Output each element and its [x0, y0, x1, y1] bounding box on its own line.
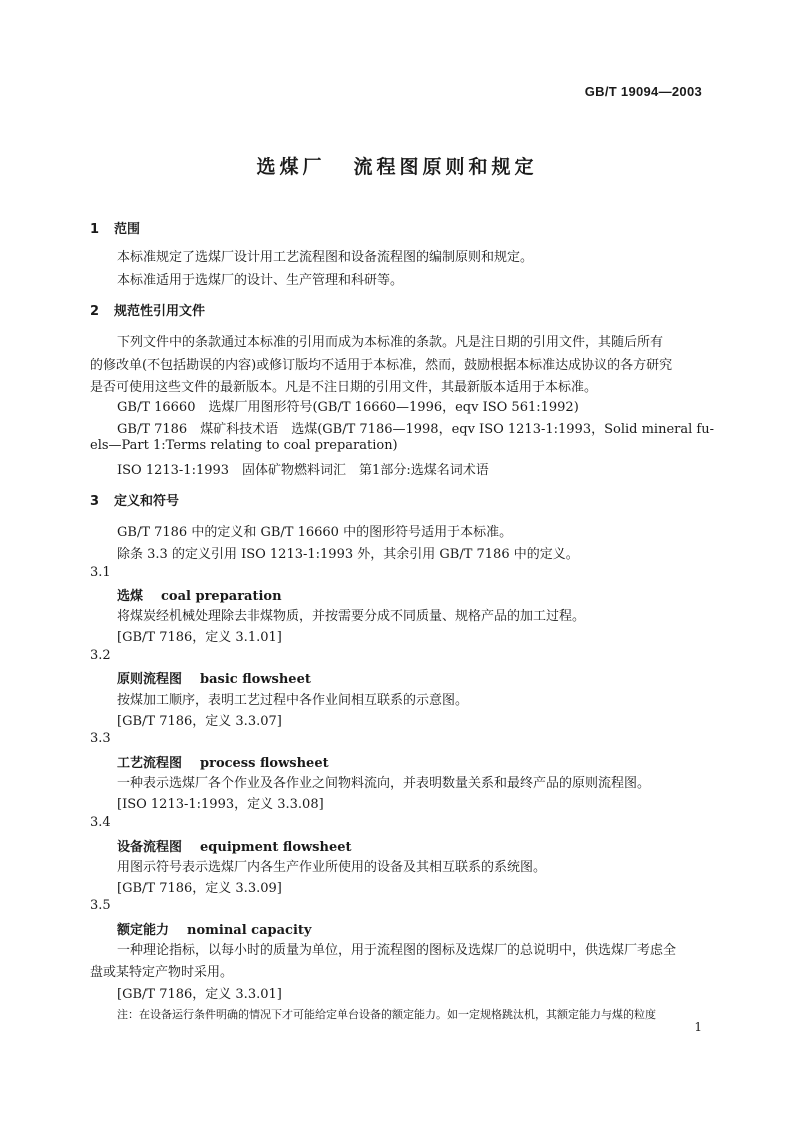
term-definition: 用图示符号表示选煤厂内各生产作业所使用的设备及其相互联系的系统图。 — [117, 860, 547, 875]
term-title: 额定能力 nominal capacity — [117, 923, 312, 938]
section-1-heading: 1 范围 — [90, 222, 141, 237]
term-title: 选煤 coal preparation — [117, 589, 282, 604]
section-3-heading: 3 定义和符号 — [90, 494, 180, 509]
section-2-paragraph: 是否可使用这些文件的最新版本。凡是不注日期的引用文件，其最新版本适用于本标准。 — [90, 380, 598, 395]
term-definition: 一种表示选煤厂各个作业及各作业之间物料流向，并表明数量关系和最终产品的原则流程图。 — [117, 776, 651, 791]
section-1-paragraph: 本标准规定了选煤厂设计用工艺流程图和设备流程图的编制原则和规定。 — [117, 250, 534, 265]
page-number: 1 — [694, 1020, 702, 1034]
note: 注：在设备运行条件明确的情况下才可能给定单台设备的额定能力。如一定规格跳汰机，其额定能力与煤的粒度 — [117, 1008, 656, 1021]
term-definition: 盘或某特定产物时采用。 — [90, 965, 234, 980]
reference-item: GB/T 7186 煤矿科技术语 选煤(GB/T 7186—1998，eqv ISO 1213-1:1993，Solid mineral fu- — [117, 422, 714, 437]
section-2-heading: 2 规范性引用文件 — [90, 304, 206, 319]
page-title — [0, 152, 794, 179]
term-title: 设备流程图 equipment flowsheet — [117, 840, 352, 855]
term-number: 3.2 — [90, 648, 111, 663]
term-definition: 按煤加工顺序，表明工艺过程中各作业间相互联系的示意图。 — [117, 693, 469, 708]
term-source: [GB/T 7186，定义 3.1.01] — [117, 630, 282, 645]
section-3-paragraph: 除条 3.3 的定义引用 ISO 1213-1:1993 外，其余引用 GB/T 7186 中的定义。 — [117, 547, 579, 562]
term-title: 工艺流程图 process flowsheet — [117, 756, 329, 771]
reference-item: ISO 1213-1:1993 固体矿物燃料词汇 第1部分:选煤名词术语 — [117, 463, 489, 478]
title-part-2: 流程图原则和规定 — [353, 156, 538, 178]
term-number: 3.3 — [90, 731, 111, 746]
term-number: 3.4 — [90, 815, 111, 830]
section-1-paragraph: 本标准适用于选煤厂的设计、生产管理和科研等。 — [117, 273, 404, 288]
reference-item: els—Part 1:Terms relating to coal preparation) — [90, 438, 398, 453]
term-source: [GB/T 7186，定义 3.3.07] — [117, 714, 282, 729]
section-3-paragraph: GB/T 7186 中的定义和 GB/T 16660 中的图形符号适用于本标准。 — [117, 525, 513, 540]
title-part-1: 选煤厂 — [256, 156, 326, 178]
standard-code: GB/T 19094—2003 — [584, 84, 702, 99]
term-definition: 将煤炭经机械处理除去非煤物质，并按需要分成不同质量、规格产品的加工过程。 — [117, 609, 586, 624]
term-source: [GB/T 7186，定义 3.3.09] — [117, 881, 282, 896]
term-definition: 一种理论指标，以每小时的质量为单位，用于流程图的图标及选煤厂的总说明中，供选煤厂考虑全 — [117, 943, 677, 958]
term-source: [GB/T 7186，定义 3.3.01] — [117, 987, 282, 1002]
reference-item: GB/T 16660 选煤厂用图形符号(GB/T 16660—1996，eqv ISO 561:1992) — [117, 400, 579, 415]
section-2-paragraph: 下列文件中的条款通过本标准的引用而成为本标准的条款。凡是注日期的引用文件，其随后所有 — [117, 335, 664, 350]
term-title: 原则流程图 basic flowsheet — [117, 672, 311, 687]
section-2-paragraph: 的修改单(不包括勘误的内容)或修订版均不适用于本标准，然而，鼓励根据本标准达成协议的各方研究 — [90, 358, 673, 373]
term-number: 3.5 — [90, 898, 111, 913]
term-number: 3.1 — [90, 565, 111, 580]
term-source: [ISO 1213-1:1993，定义 3.3.08] — [117, 797, 324, 812]
